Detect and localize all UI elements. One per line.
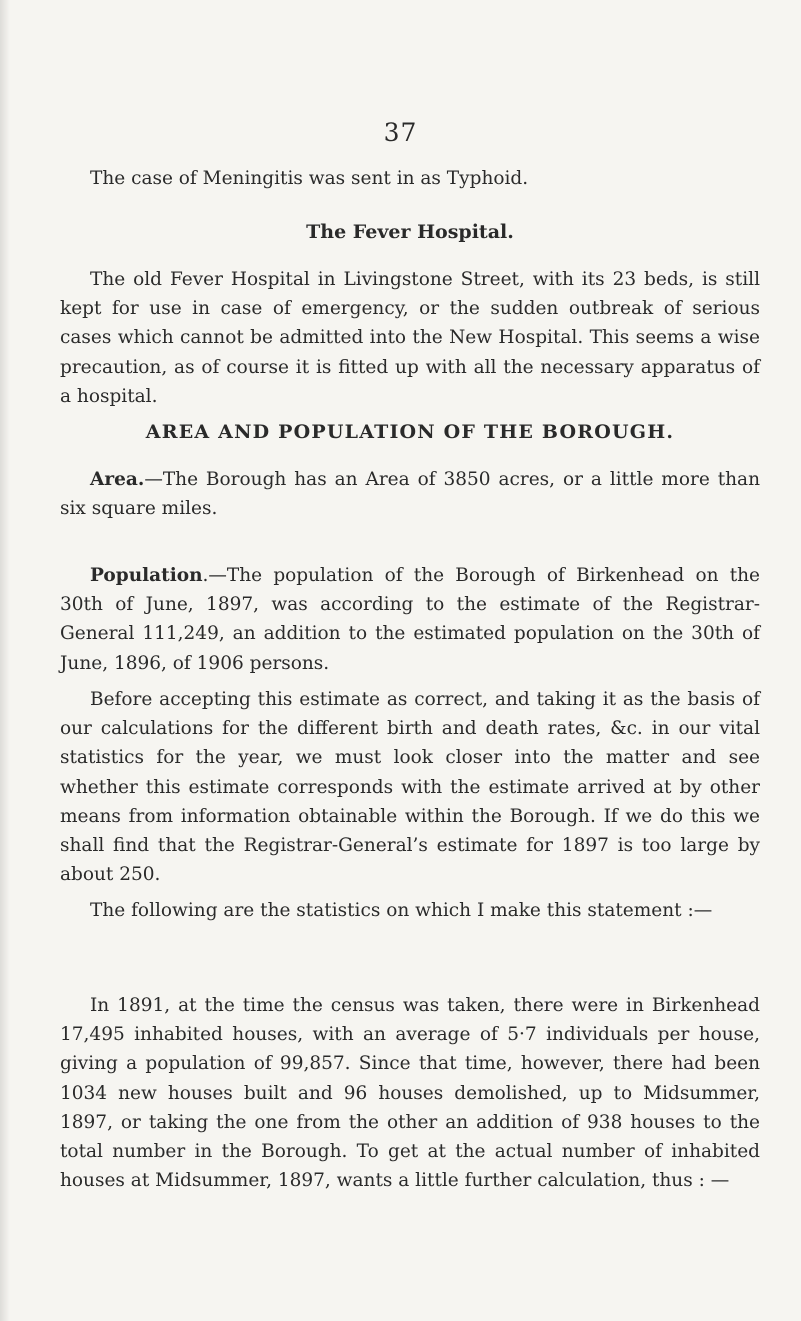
statistics-paragraph: The following are the statistics on which I make this statement :— bbox=[90, 900, 713, 921]
area-paragraph bbox=[60, 465, 760, 523]
area-text: —The Borough has an Area of 3850 acres, or a little more than six square miles. bbox=[60, 469, 760, 520]
area-lead: Area. bbox=[90, 469, 145, 490]
intro-sentence: The case of Meningitis was sent in as Typhoid. bbox=[90, 168, 529, 189]
population-paragraph bbox=[60, 561, 760, 678]
statistics-block bbox=[60, 896, 760, 925]
population-block bbox=[60, 561, 760, 678]
population-lead: Population bbox=[90, 565, 203, 586]
census-block bbox=[60, 991, 760, 1195]
census-paragraph: In 1891, at the time the census was taken, there were in Birkenhead 17,495 inhabited houses, with an average of 5·7 individuals per house, giving a population of 99,857. Since that time, however, there had been 1034 new houses built and 96 houses demolished, up to Midsummer, 1897, or taking the one from the other an addition of 938 houses to the total number in the Borough. To get at the actual number of inhabited houses at Midsummer, 1897, wants a little further calculation, thus : — bbox=[60, 995, 760, 1192]
population-text: .—The population of the Borough of Birkenhead on the 30th of June, 1897, was according to the estimate of the Registrar-General 111,249, an addition to the estimated population on the 30th of June, 1896, of 1906 persons. bbox=[60, 565, 760, 674]
page-number: 37 bbox=[383, 118, 418, 147]
area-population-heading: AREA AND POPULATION OF THE BOROUGH. bbox=[145, 421, 675, 443]
page-edge-shadow bbox=[0, 0, 10, 1321]
fever-hospital-block bbox=[60, 265, 760, 411]
fever-hospital-paragraph: The old Fever Hospital in Livingstone Street, with its 23 beds, is still kept for use in case of emergency, or the sudden outbreak of serious cases which cannot be admitted into the New Hospital. This seems a wise precaution, as of course it is fitted up with all the necessary apparatus of a hospital. bbox=[60, 269, 760, 407]
area-block bbox=[60, 465, 760, 523]
estimate-block bbox=[60, 685, 760, 889]
estimate-paragraph: Before accepting this estimate as correct, and taking it as the basis of our calculations for the different birth and death rates, &c. in our vital statistics for the year, we must look closer into the matter and see whether this estimate corresponds with the estimate arrived at by other means from information obtainable within the Borough. If we do this we shall find that the Registrar-General’s estimate for 1897 is too large by about 250. bbox=[60, 689, 760, 886]
fever-hospital-heading: The Fever Hospital. bbox=[306, 221, 514, 243]
intro-block bbox=[60, 164, 760, 193]
